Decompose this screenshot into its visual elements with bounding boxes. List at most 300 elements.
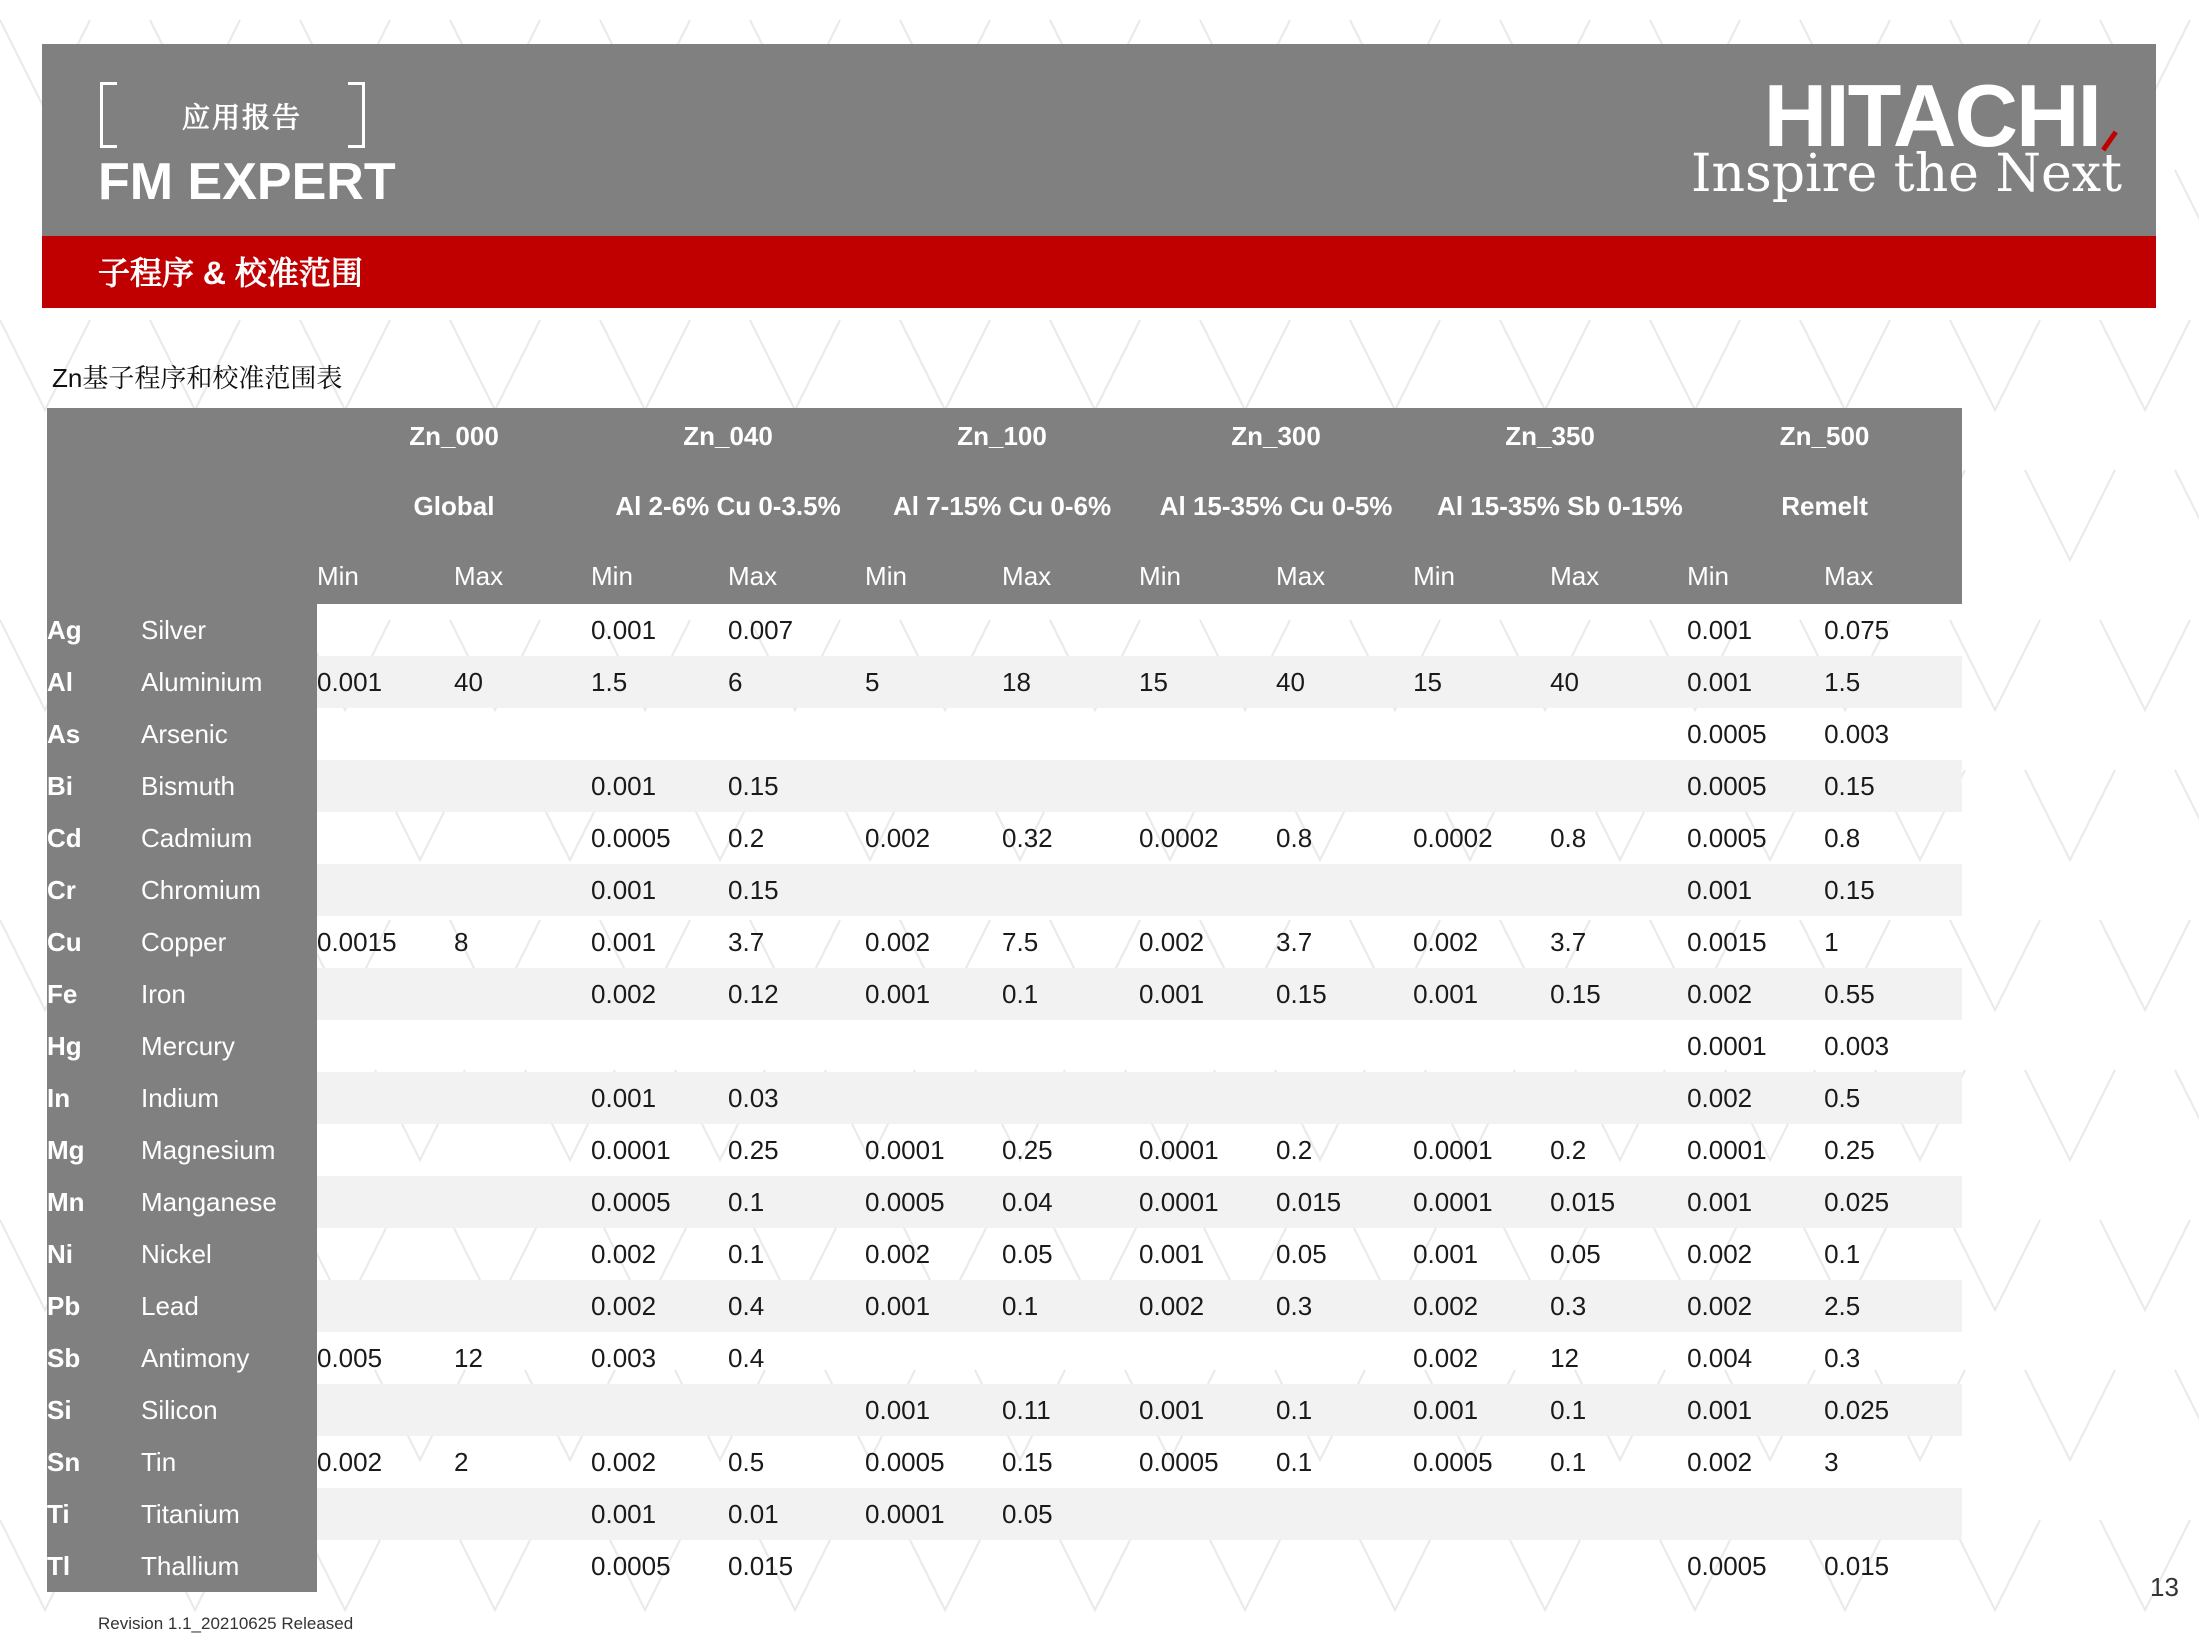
min-value-cell [865, 1072, 1002, 1124]
table-row [47, 1176, 1962, 1228]
section-title: 子程序 & 校准范围 [98, 255, 363, 291]
max-value-cell [454, 968, 591, 1020]
element-name: Bismuth [141, 760, 317, 812]
min-value-cell [317, 1540, 454, 1592]
min-value-cell [317, 760, 454, 812]
min-value-cell: 0.0005 [1413, 1446, 1493, 1477]
program-description: Al 15-35% Sb 0-15% [1413, 464, 1687, 548]
min-value-cell: 0.0002 [1139, 822, 1219, 853]
header-row-descriptions [47, 464, 1962, 548]
max-value-cell [454, 864, 591, 916]
hitachi-logo: HITACHI [1763, 66, 2100, 165]
max-value-cell: 0.15 [1550, 968, 1687, 1020]
element-name: Tin [141, 1436, 317, 1488]
min-value-cell: 0.0005 [1687, 1550, 1767, 1581]
min-value-cell [1139, 1332, 1276, 1384]
min-value-cell: 0.0001 [1687, 1134, 1767, 1165]
max-value-cell [1276, 604, 1413, 656]
element-name: Indium [141, 1072, 317, 1124]
min-value-cell: 0.0005 [1687, 822, 1767, 853]
max-value-cell: 3.7 [1550, 926, 1587, 957]
max-value-cell: 0.075 [1824, 614, 1890, 645]
max-value-cell: 0.015 [1550, 1176, 1687, 1228]
max-value-cell [1824, 1488, 1962, 1540]
min-value-cell [591, 1384, 728, 1436]
revision-note: Revision 1.1_20210625 Released [98, 1614, 354, 1633]
max-value-cell [728, 1384, 865, 1436]
min-value-cell: 0.002 [1687, 1446, 1753, 1477]
min-value-cell: 0.001 [317, 656, 454, 708]
element-symbol: Hg [47, 1020, 141, 1072]
max-value-cell [454, 1228, 591, 1280]
min-value-cell: 0.005 [317, 1342, 383, 1373]
max-value-cell [454, 1072, 591, 1124]
min-value-cell: 0.002 [1687, 1280, 1824, 1332]
min-value-cell: 0.001 [865, 1384, 1002, 1436]
table-row [47, 1228, 1962, 1280]
min-value-cell: 0.0001 [865, 1134, 945, 1165]
min-value-cell [1413, 864, 1550, 916]
max-value-cell: 0.5 [728, 1446, 765, 1477]
min-value-cell: 0.0015 [1687, 926, 1767, 957]
element-symbol: Tl [47, 1540, 141, 1592]
max-value-cell: 0.25 [1824, 1134, 1875, 1165]
max-value-cell: 0.8 [1824, 822, 1861, 853]
element-symbol: Bi [47, 760, 141, 812]
min-value-cell: 0.001 [1413, 1384, 1550, 1436]
table-row [47, 604, 1962, 656]
logo-tagline: Inspire the Next [1691, 146, 2122, 203]
min-value-cell: 0.0002 [1413, 822, 1493, 853]
program-description: Al 2-6% Cu 0-3.5% [591, 464, 865, 548]
min-value-cell: 0.0005 [591, 822, 671, 853]
max-value-cell: 3.7 [1276, 926, 1313, 957]
min-value-cell: 0.001 [1687, 1384, 1824, 1436]
max-value-cell [1276, 1488, 1413, 1540]
min-value-cell: 0.0005 [1687, 760, 1824, 812]
max-value-cell: 0.4 [728, 1280, 865, 1332]
max-value-cell: 1 [1824, 926, 1839, 957]
min-value-cell: 0.0015 [317, 926, 397, 957]
program-code: Zn_040 [591, 408, 865, 464]
element-symbol: Al [47, 656, 141, 708]
max-value-cell [1276, 760, 1413, 812]
min-value-cell [317, 1020, 454, 1072]
min-value-cell [317, 812, 454, 864]
min-value-cell: 0.002 [591, 1280, 728, 1332]
min-value-cell [865, 864, 1002, 916]
max-value-cell: 12 [454, 1342, 483, 1373]
min-value-cell [317, 708, 454, 760]
min-value-cell [1413, 1488, 1550, 1540]
page-number: 13 [2150, 1572, 2179, 1602]
min-column-header: Min [1687, 548, 1824, 604]
max-value-cell: 0.1 [1550, 1446, 1587, 1477]
max-value-cell [1002, 1072, 1139, 1124]
program-code: Zn_000 [317, 408, 591, 464]
max-value-cell: 0.15 [728, 760, 865, 812]
min-value-cell: 0.001 [1413, 968, 1550, 1020]
min-value-cell: 0.0001 [1139, 1176, 1276, 1228]
min-value-cell [317, 1124, 454, 1176]
min-value-cell: 0.002 [591, 1238, 657, 1269]
max-value-cell [1002, 1020, 1139, 1072]
min-value-cell: 15 [1413, 656, 1550, 708]
min-value-cell: 0.001 [591, 926, 657, 957]
program-description: Global [317, 464, 591, 548]
max-value-cell [454, 812, 591, 864]
max-value-cell [1550, 604, 1687, 656]
min-column-header: Min [1139, 548, 1276, 604]
table-row [47, 708, 1962, 760]
element-symbol: Sn [47, 1436, 141, 1488]
min-value-cell [317, 1176, 454, 1228]
element-name: Arsenic [141, 708, 317, 760]
min-column-header: Min [865, 548, 1002, 604]
element-symbol: Ag [47, 604, 141, 656]
max-value-cell [454, 604, 591, 656]
element-name: Nickel [141, 1228, 317, 1280]
max-value-cell [1276, 1540, 1413, 1592]
min-value-cell [1139, 1020, 1276, 1072]
min-value-cell: 0.001 [1687, 656, 1824, 708]
max-value-cell: 3 [1824, 1446, 1839, 1477]
max-value-cell: 0.2 [1550, 1134, 1587, 1165]
max-value-cell [1550, 1540, 1687, 1592]
min-value-cell [1413, 604, 1550, 656]
header-blank-cell [47, 548, 317, 604]
table-row [47, 968, 1962, 1020]
min-value-cell: 0.001 [865, 1280, 1002, 1332]
max-value-cell: 0.2 [1276, 1134, 1313, 1165]
max-value-cell [454, 1384, 591, 1436]
max-value-cell [1002, 708, 1139, 760]
table-row [47, 1072, 1962, 1124]
max-value-cell: 0.3 [1276, 1280, 1413, 1332]
max-value-cell: 0.1 [1276, 1384, 1413, 1436]
right-bracket-decoration [348, 82, 365, 148]
min-value-cell [317, 1384, 454, 1436]
min-value-cell: 0.001 [591, 614, 657, 645]
element-name: Lead [141, 1280, 317, 1332]
max-value-cell [1276, 864, 1413, 916]
max-value-cell: 0.15 [1276, 968, 1413, 1020]
table-row [47, 1488, 1962, 1540]
min-value-cell: 0.0001 [1413, 1134, 1493, 1165]
max-value-cell: 0.05 [1002, 1488, 1139, 1540]
min-value-cell: 0.002 [1413, 1342, 1479, 1373]
min-value-cell: 0.002 [1139, 1280, 1276, 1332]
element-symbol: Si [47, 1384, 141, 1436]
max-value-cell: 0.04 [1002, 1176, 1139, 1228]
max-value-cell: 0.003 [1824, 718, 1890, 749]
min-value-cell: 0.0005 [591, 1550, 671, 1581]
element-symbol: Mg [47, 1124, 141, 1176]
min-column-header: Min [317, 548, 454, 604]
element-symbol: Sb [47, 1332, 141, 1384]
max-value-cell [1550, 864, 1687, 916]
max-value-cell [1002, 604, 1139, 656]
table-row [47, 812, 1962, 864]
element-name: Thallium [141, 1540, 317, 1592]
element-symbol: Cr [47, 864, 141, 916]
min-value-cell [1139, 604, 1276, 656]
min-value-cell [865, 604, 1002, 656]
max-value-cell: 0.015 [728, 1550, 794, 1581]
max-value-cell [454, 1176, 591, 1228]
element-symbol: Cd [47, 812, 141, 864]
max-value-cell: 0.3 [1550, 1280, 1687, 1332]
max-column-header: Max [1002, 548, 1139, 604]
min-value-cell [1687, 1488, 1824, 1540]
report-label: 应用报告 [182, 102, 303, 133]
min-value-cell [317, 864, 454, 916]
min-value-cell [865, 760, 1002, 812]
max-value-cell: 8 [454, 926, 469, 957]
max-value-cell: 0.1 [728, 1176, 865, 1228]
max-value-cell [728, 1020, 865, 1072]
max-value-cell: 0.15 [1824, 864, 1962, 916]
program-code: Zn_500 [1687, 408, 1962, 464]
table-row [47, 916, 1962, 968]
max-value-cell [454, 1280, 591, 1332]
logo-red-tick-icon [2101, 131, 2118, 152]
max-value-cell [1550, 1072, 1687, 1124]
min-value-cell: 0.0001 [591, 1134, 671, 1165]
element-symbol: Cu [47, 916, 141, 968]
max-value-cell: 0.8 [1550, 822, 1587, 853]
max-value-cell [1002, 1540, 1139, 1592]
min-value-cell [1413, 1540, 1550, 1592]
table-row [47, 656, 1962, 708]
max-value-cell [1002, 1332, 1139, 1384]
min-value-cell: 0.002 [865, 822, 931, 853]
max-column-header: Max [1276, 548, 1413, 604]
max-value-cell [1550, 1488, 1687, 1540]
min-value-cell [1139, 1540, 1276, 1592]
section-bar [42, 236, 2156, 308]
max-value-cell [1550, 760, 1687, 812]
table-row [47, 1332, 1962, 1384]
min-value-cell: 0.0005 [591, 1176, 728, 1228]
min-value-cell: 0.002 [1413, 926, 1479, 957]
program-code: Zn_300 [1139, 408, 1413, 464]
max-value-cell: 0.12 [728, 968, 865, 1020]
max-value-cell: 0.03 [728, 1072, 865, 1124]
min-value-cell [1413, 1072, 1550, 1124]
max-value-cell [454, 760, 591, 812]
max-value-cell [1002, 864, 1139, 916]
max-column-header: Max [1550, 548, 1687, 604]
max-value-cell: 0.01 [728, 1488, 865, 1540]
header-row-minmax [47, 548, 1962, 604]
min-value-cell: 0.0001 [1687, 1030, 1767, 1061]
min-value-cell: 0.0005 [865, 1176, 1002, 1228]
max-value-cell: 0.015 [1276, 1176, 1413, 1228]
max-value-cell: 0.003 [1824, 1030, 1890, 1061]
max-value-cell: 40 [1276, 656, 1413, 708]
min-value-cell [865, 708, 1002, 760]
table-row [47, 1020, 1962, 1072]
min-value-cell: 0.004 [1687, 1342, 1753, 1373]
min-value-cell: 0.0005 [865, 1446, 945, 1477]
calibration-table [47, 408, 1962, 1592]
max-value-cell: 0.32 [1002, 822, 1053, 853]
max-value-cell: 0.5 [1824, 1072, 1962, 1124]
max-column-header: Max [1824, 548, 1962, 604]
max-value-cell: 0.15 [728, 864, 865, 916]
max-value-cell: 6 [728, 656, 865, 708]
max-value-cell: 0.025 [1824, 1176, 1962, 1228]
max-value-cell: 0.15 [1824, 760, 1962, 812]
element-symbol: Pb [47, 1280, 141, 1332]
min-value-cell: 0.002 [865, 1238, 931, 1269]
element-name: Magnesium [141, 1124, 317, 1176]
element-symbol: Ni [47, 1228, 141, 1280]
max-value-cell: 0.25 [728, 1134, 779, 1165]
report-header [42, 44, 2156, 236]
min-value-cell: 0.0005 [1687, 718, 1767, 749]
min-value-cell [865, 1332, 1002, 1384]
max-value-cell: 0.8 [1276, 822, 1313, 853]
min-value-cell: 0.002 [865, 926, 931, 957]
min-value-cell: 15 [1139, 656, 1276, 708]
min-value-cell [317, 1072, 454, 1124]
min-value-cell [1139, 1488, 1276, 1540]
table-title: Zn基子程序和校准范围表 [52, 363, 343, 393]
max-value-cell: 0.025 [1824, 1384, 1962, 1436]
min-value-cell [865, 1540, 1002, 1592]
max-value-cell [1550, 708, 1687, 760]
min-value-cell [865, 1020, 1002, 1072]
min-column-header: Min [591, 548, 728, 604]
max-value-cell: 12 [1550, 1342, 1579, 1373]
max-value-cell: 0.25 [1002, 1134, 1053, 1165]
max-value-cell [1002, 760, 1139, 812]
element-name: Silicon [141, 1384, 317, 1436]
min-value-cell: 0.003 [591, 1342, 657, 1373]
element-symbol: Mn [47, 1176, 141, 1228]
table-row [47, 1280, 1962, 1332]
element-name: Cadmium [141, 812, 317, 864]
min-value-cell [317, 1228, 454, 1280]
min-value-cell: 0.002 [1687, 1072, 1824, 1124]
min-value-cell: 0.001 [1687, 614, 1753, 645]
max-column-header: Max [454, 548, 591, 604]
min-value-cell: 5 [865, 656, 1002, 708]
min-value-cell: 0.001 [1687, 1176, 1824, 1228]
element-name: Chromium [141, 864, 317, 916]
min-value-cell [317, 968, 454, 1020]
min-value-cell [1413, 708, 1550, 760]
max-value-cell: 0.1 [728, 1238, 765, 1269]
element-name: Copper [141, 916, 317, 968]
program-code: Zn_100 [865, 408, 1139, 464]
table-row [47, 864, 1962, 916]
min-value-cell: 0.002 [1687, 1238, 1753, 1269]
header-blank-cell [47, 408, 317, 464]
min-value-cell: 1.5 [591, 656, 728, 708]
min-value-cell [317, 604, 454, 656]
max-value-cell [1276, 1072, 1413, 1124]
min-value-cell: 0.001 [591, 1072, 728, 1124]
max-value-cell: 2.5 [1824, 1280, 1962, 1332]
max-value-cell [454, 708, 591, 760]
program-description: Al 7-15% Cu 0-6% [865, 464, 1139, 548]
max-value-cell: 0.11 [1002, 1384, 1139, 1436]
element-name: Aluminium [141, 656, 317, 708]
max-value-cell: 0.3 [1824, 1342, 1861, 1373]
min-value-cell: 0.001 [1139, 1384, 1276, 1436]
max-value-cell: 3.7 [728, 926, 765, 957]
max-value-cell: 0.1 [1550, 1384, 1687, 1436]
max-value-cell [454, 1124, 591, 1176]
header-row-codes [47, 408, 1962, 464]
table-row [47, 1540, 1962, 1592]
max-value-cell: 7.5 [1002, 926, 1039, 957]
product-name: FM EXPERT [98, 153, 396, 211]
max-value-cell: 0.1 [1002, 968, 1139, 1020]
max-value-cell [454, 1020, 591, 1072]
min-value-cell: 0.001 [591, 760, 728, 812]
min-value-cell: 0.0001 [1139, 1134, 1219, 1165]
max-value-cell: 1.5 [1824, 656, 1962, 708]
min-value-cell: 0.002 [591, 968, 728, 1020]
max-value-cell: 0.2 [728, 822, 765, 853]
table-row [47, 1384, 1962, 1436]
element-name: Silver [141, 604, 317, 656]
min-value-cell: 0.002 [591, 1446, 657, 1477]
min-value-cell [1139, 708, 1276, 760]
min-value-cell: 0.0001 [1413, 1176, 1550, 1228]
element-name: Iron [141, 968, 317, 1020]
min-value-cell [591, 708, 728, 760]
min-value-cell: 0.001 [865, 968, 1002, 1020]
max-value-cell: 0.05 [1276, 1238, 1327, 1269]
min-value-cell [591, 1020, 728, 1072]
min-value-cell: 0.001 [1413, 1238, 1479, 1269]
table-row [47, 760, 1962, 812]
min-value-cell: 0.001 [591, 1488, 728, 1540]
element-symbol: In [47, 1072, 141, 1124]
max-value-cell [1276, 1332, 1413, 1384]
max-column-header: Max [728, 548, 865, 604]
max-value-cell: 0.007 [728, 614, 794, 645]
max-value-cell: 2 [454, 1446, 469, 1477]
element-name: Titanium [141, 1488, 317, 1540]
element-name: Antimony [141, 1332, 317, 1384]
program-description: Remelt [1687, 464, 1962, 548]
program-code: Zn_350 [1413, 408, 1687, 464]
element-symbol: Ti [47, 1488, 141, 1540]
max-value-cell: 0.1 [1276, 1446, 1313, 1477]
max-value-cell: 0.1 [1002, 1280, 1139, 1332]
max-value-cell: 0.4 [728, 1342, 765, 1373]
max-value-cell: 0.1 [1824, 1238, 1861, 1269]
min-value-cell: 0.001 [1687, 864, 1824, 916]
program-description: Al 15-35% Cu 0-5% [1139, 464, 1413, 548]
max-value-cell [1276, 1020, 1413, 1072]
min-value-cell: 0.001 [1139, 1238, 1205, 1269]
max-value-cell: 40 [454, 656, 591, 708]
min-value-cell: 0.001 [1139, 968, 1276, 1020]
element-symbol: Fe [47, 968, 141, 1020]
element-name: Mercury [141, 1020, 317, 1072]
max-value-cell: 0.05 [1002, 1238, 1053, 1269]
min-value-cell: 0.001 [591, 864, 728, 916]
min-value-cell: 0.0001 [865, 1488, 1002, 1540]
min-value-cell [1413, 1020, 1550, 1072]
